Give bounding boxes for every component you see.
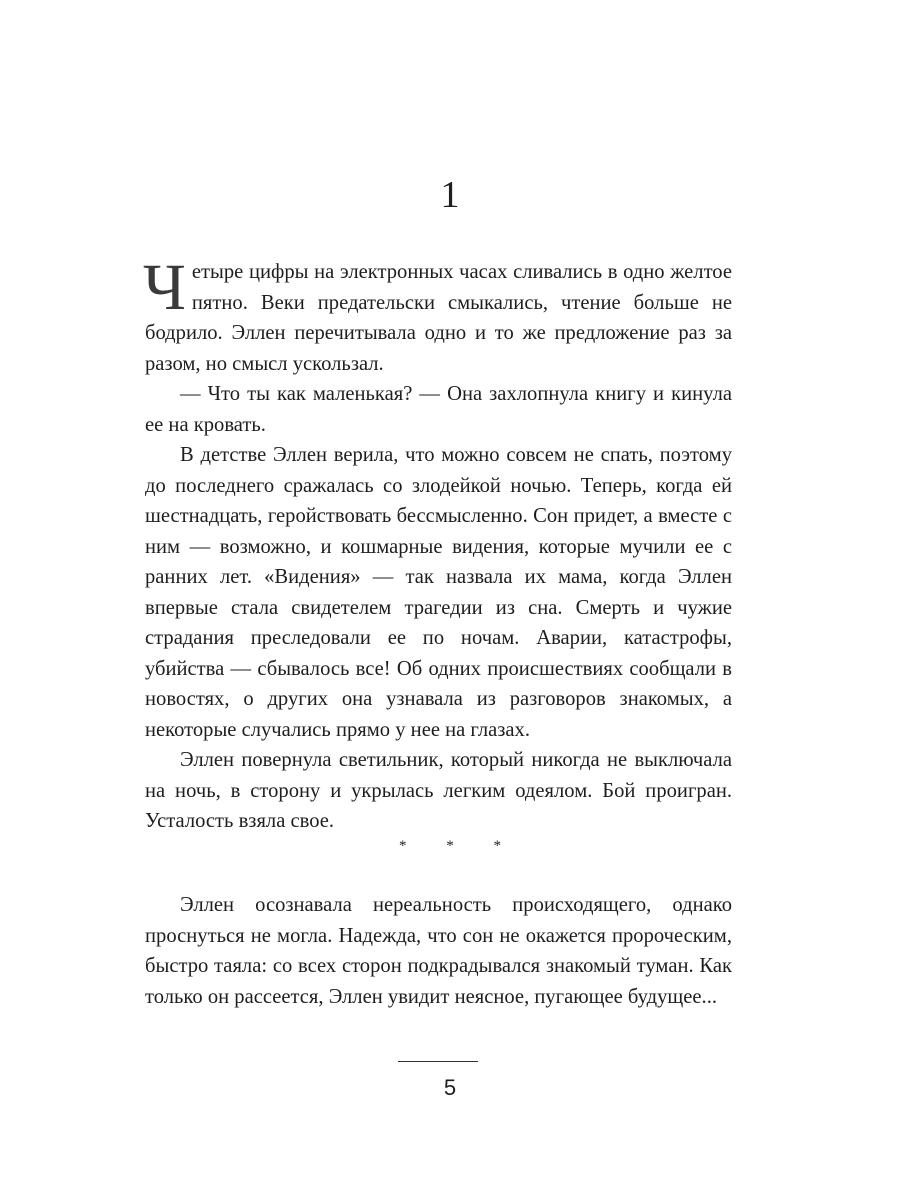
- page-number: 5: [443, 1075, 457, 1100]
- lamp-paragraph: Эллен повернула светильник, который никогда не выключала на ночь, в сторону и укрылась легким одеялом. Бой проигран. Усталость взяла свое.: [145, 749, 732, 832]
- footer-rule: [398, 1061, 478, 1062]
- section-1-text: [143, 251, 732, 837]
- section-2-text: [145, 890, 732, 1012]
- opening-paragraph-text: етыре цифры на электронных часах сливались в одно желтое пятно. Веки предательски смыкались, чтение больше не бодрило. Эллен перечитывала одно и то же предложение раз за разом, но смысл ускользал.: [145, 261, 732, 375]
- dialogue-paragraph: — Что ты как маленькая? — Она захлопнула книгу и кинула ее на кровать.: [145, 383, 732, 436]
- drop-cap: Ч: [143, 251, 186, 324]
- dream-paragraph: Эллен осознавала нереальность происходящего, однако проснуться не могла. Надежда, что сон не окажется пророческим, быстро таяла: со всех сторон подкрадывался знакомый туман. Как только он рассеется, Эллен увидит неясное, пугающее будущее...: [145, 894, 732, 1008]
- scene-break: * * *: [399, 838, 519, 854]
- chapter-number: 1: [440, 174, 460, 216]
- childhood-paragraph: В детстве Эллен верила, что можно совсем не спать, поэтому до последнего сражалась со злодейкой ночью. Теперь, когда ей шестнадцать, геройствовать бессмысленно. Сон придет, а вместе с ним — возможно, и кошмарные видения, которые мучили ее с ранних лет. «Видения» — так назвала их мама, когда Эллен впервые стала свидетелем трагедии из сна. Смерть и чужие страдания преследовали ее по ночам. Аварии, катастрофы, убийства — сбывалось все! Об одних происшествиях сообщали в новостях, о других она узнавала из разговоров знакомых, а некоторые случались прямо у нее на глазах.: [145, 444, 732, 741]
- opening-paragraph: [143, 251, 732, 379]
